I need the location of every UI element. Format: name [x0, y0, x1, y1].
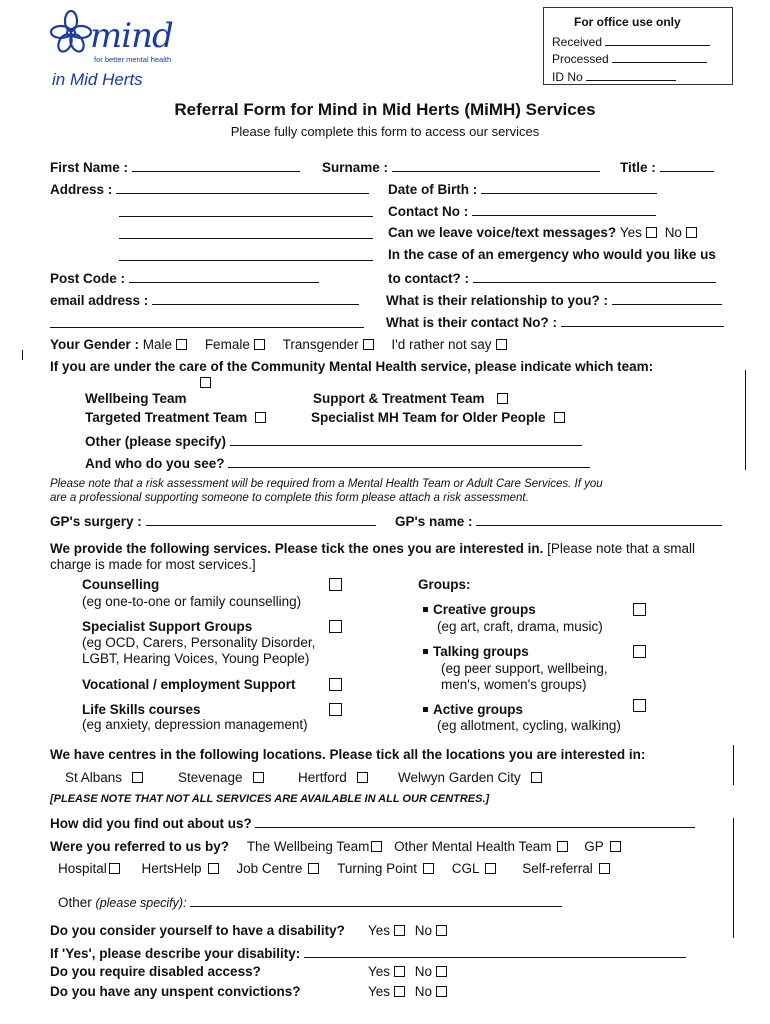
address-line-4[interactable] — [119, 260, 373, 261]
support-treatment-checkbox[interactable] — [497, 393, 508, 404]
gender-female-checkbox[interactable] — [254, 339, 265, 350]
ref-hospital-checkbox[interactable] — [109, 863, 120, 874]
disability-describe-field[interactable]: If 'Yes', please describe your disability: — [50, 945, 686, 961]
convictions-yes-checkbox[interactable] — [394, 986, 405, 997]
specialist-mh-checkbox[interactable] — [554, 412, 565, 423]
talking-label: Talking groups — [423, 644, 529, 659]
ref-turning-point-checkbox[interactable] — [423, 863, 434, 874]
gp-surgery-field[interactable]: GP's surgery : — [50, 513, 376, 529]
talking-checkbox[interactable] — [633, 645, 646, 658]
other-team-field[interactable]: Other (please specify) — [85, 433, 582, 449]
emergency-contact-field[interactable]: to contact? : — [388, 270, 716, 286]
counselling-label: Counselling — [82, 577, 160, 592]
specialist-mh-option: Specialist MH Team for Older People — [311, 410, 565, 425]
counselling-checkbox[interactable] — [329, 578, 342, 591]
creative-checkbox[interactable] — [633, 603, 646, 616]
risk-note-2: are a professional supporting someone to complete this form please attach a risk assessment. — [50, 492, 529, 504]
gp-name-field[interactable]: GP's name : — [395, 513, 722, 529]
talking-eg-1: (eg peer support, wellbeing, — [441, 661, 608, 676]
referred-other-field[interactable]: Other (please specify): — [58, 894, 562, 910]
life-skills-label: Life Skills courses — [82, 702, 201, 717]
page-title: Referral Form for Mind in Mid Herts (MiMH) Services — [174, 100, 596, 119]
bullet-icon — [423, 607, 428, 612]
wellbeing-team-label: Wellbeing Team — [85, 391, 187, 406]
gender-rather-not-checkbox[interactable] — [496, 339, 507, 350]
bullet-icon — [423, 707, 428, 712]
gender-transgender-checkbox[interactable] — [363, 339, 374, 350]
dob-field[interactable]: Date of Birth : — [388, 181, 657, 197]
services-intro-2: charge is made for most services.] — [50, 557, 256, 572]
leave-msg-yes-checkbox[interactable] — [646, 227, 657, 238]
active-eg: (eg allotment, cycling, walking) — [437, 718, 621, 733]
address-line-3[interactable] — [119, 238, 373, 239]
hertford-checkbox[interactable] — [357, 772, 368, 783]
page-subtitle: Please fully complete this form to access our services — [230, 124, 540, 139]
active-label: Active groups — [423, 702, 523, 717]
office-processed: Processed — [552, 50, 707, 66]
disability-yes-no: Yes No — [368, 923, 447, 938]
gender-row: Your Gender : Male Female Transgender I'd rather not say — [50, 337, 507, 352]
ssg-checkbox[interactable] — [329, 620, 342, 633]
groups-label: Groups: — [418, 577, 471, 592]
centre-st-albans: St Albans — [65, 770, 143, 785]
find-out-field[interactable]: How did you find out about us? — [50, 815, 695, 831]
mind-logo — [50, 8, 185, 93]
creative-label: Creative groups — [423, 602, 536, 617]
life-skills-checkbox[interactable] — [329, 703, 342, 716]
referred-row-2: Hospital HertsHelp Job Centre Turning Point CGL Self-referral — [58, 861, 610, 876]
margin-mark — [733, 745, 734, 785]
gender-male-checkbox[interactable] — [176, 339, 187, 350]
access-yes-checkbox[interactable] — [394, 966, 405, 977]
vocational-checkbox[interactable] — [329, 678, 342, 691]
risk-note-1: Please note that a risk assessment will be required from a Mental Health Team or Adult Care Services. If you — [50, 478, 603, 490]
centre-stevenage: Stevenage — [178, 770, 264, 785]
leave-messages-question: Can we leave voice/text messages? Yes No — [388, 225, 697, 240]
office-title: For office use only — [574, 15, 681, 29]
referred-row-1: Were you referred to us by? The Wellbeing Team Other Mental Health Team GP — [50, 839, 621, 854]
cmh-question: If you are under the care of the Community Mental Health service, please indicate which team: — [50, 359, 654, 374]
margin-mark — [745, 370, 746, 470]
ssg-eg-1: (eg OCD, Carers, Personality Disorder, — [82, 635, 316, 650]
targeted-treatment-option: Targeted Treatment Team — [85, 410, 266, 425]
mind-tagline: for better mental health — [94, 55, 172, 64]
services-intro: We provide the following services. Please tick the ones you are interested in. [Please note that a small — [50, 541, 696, 556]
welwyn-checkbox[interactable] — [531, 772, 542, 783]
leave-msg-no-checkbox[interactable] — [686, 227, 697, 238]
relationship-field[interactable]: What is their relationship to you? : — [386, 292, 722, 308]
centre-hertford: Hertford — [298, 770, 368, 785]
first-name-field[interactable]: First Name : — [50, 159, 300, 175]
st-albans-checkbox[interactable] — [132, 772, 143, 783]
counselling-eg: (eg one-to-one or family counselling) — [82, 594, 302, 609]
ref-job-centre-checkbox[interactable] — [308, 863, 319, 874]
convictions-yes-no: Yes No — [368, 984, 447, 999]
active-checkbox[interactable] — [633, 699, 646, 712]
who-see-field[interactable]: And who do you see? — [85, 455, 590, 471]
office-received: Received — [552, 33, 710, 49]
ssg-label: Specialist Support Groups — [82, 619, 253, 634]
ref-gp-checkbox[interactable] — [610, 841, 621, 852]
disability-no-checkbox[interactable] — [436, 925, 447, 936]
wellbeing-team-checkbox[interactable] — [200, 377, 211, 388]
title-field[interactable]: Title : — [620, 159, 714, 175]
disability-question: Do you consider yourself to have a disability? — [50, 923, 345, 938]
margin-mark — [733, 818, 734, 938]
email-line-2[interactable] — [50, 327, 364, 328]
convictions-question: Do you have any unspent convictions? — [50, 984, 301, 999]
support-treatment-option: Support & Treatment Team — [313, 391, 508, 406]
ref-other-mh-checkbox[interactable] — [557, 841, 568, 852]
targeted-treatment-checkbox[interactable] — [255, 412, 266, 423]
bullet-icon — [423, 649, 428, 654]
creative-eg: (eg art, craft, drama, music) — [437, 619, 603, 634]
access-question: Do you require disabled access? — [50, 964, 261, 979]
access-no-checkbox[interactable] — [436, 966, 447, 977]
email-field[interactable]: email address : — [50, 292, 359, 308]
ssg-eg-2: LGBT, Hearing Voices, Young People) — [82, 651, 310, 666]
office-use-box — [543, 7, 733, 85]
talking-eg-2: men's, women's groups) — [441, 677, 587, 692]
access-yes-no: Yes No — [368, 964, 447, 979]
office-id: ID No — [552, 68, 676, 84]
centre-welwyn: Welwyn Garden City — [398, 770, 542, 785]
mind-flower-icon — [50, 8, 92, 56]
mind-wordmark: mind — [90, 16, 173, 56]
address-field[interactable]: Address : — [50, 181, 369, 197]
centres-note: [PLEASE NOTE THAT NOT ALL SERVICES ARE AVAILABLE IN ALL OUR CENTRES.] — [50, 793, 490, 805]
convictions-no-checkbox[interactable] — [436, 986, 447, 997]
ref-self-referral-checkbox[interactable] — [599, 863, 610, 874]
surname-field[interactable]: Surname : — [322, 159, 600, 175]
stevenage-checkbox[interactable] — [253, 772, 264, 783]
ref-hertshelp-checkbox[interactable] — [208, 863, 219, 874]
mind-subbrand: in Mid Herts — [52, 70, 143, 89]
emergency-question-1: In the case of an emergency who would you like us — [388, 247, 716, 262]
life-skills-eg: (eg anxiety, depression management) — [82, 717, 308, 732]
contact-field[interactable]: Contact No : — [388, 203, 656, 219]
postcode-field[interactable]: Post Code : — [50, 270, 319, 286]
address-line-2[interactable] — [119, 216, 373, 217]
their-contact-field[interactable]: What is their contact No? : — [386, 314, 724, 330]
ref-cgl-checkbox[interactable] — [485, 863, 496, 874]
vocational-label: Vocational / employment Support — [82, 677, 296, 692]
ref-wellbeing-checkbox[interactable] — [371, 841, 382, 852]
centres-question: We have centres in the following locations. Please tick all the locations you are interested in: — [50, 747, 646, 762]
disability-yes-checkbox[interactable] — [394, 925, 405, 936]
margin-mark — [22, 350, 23, 360]
